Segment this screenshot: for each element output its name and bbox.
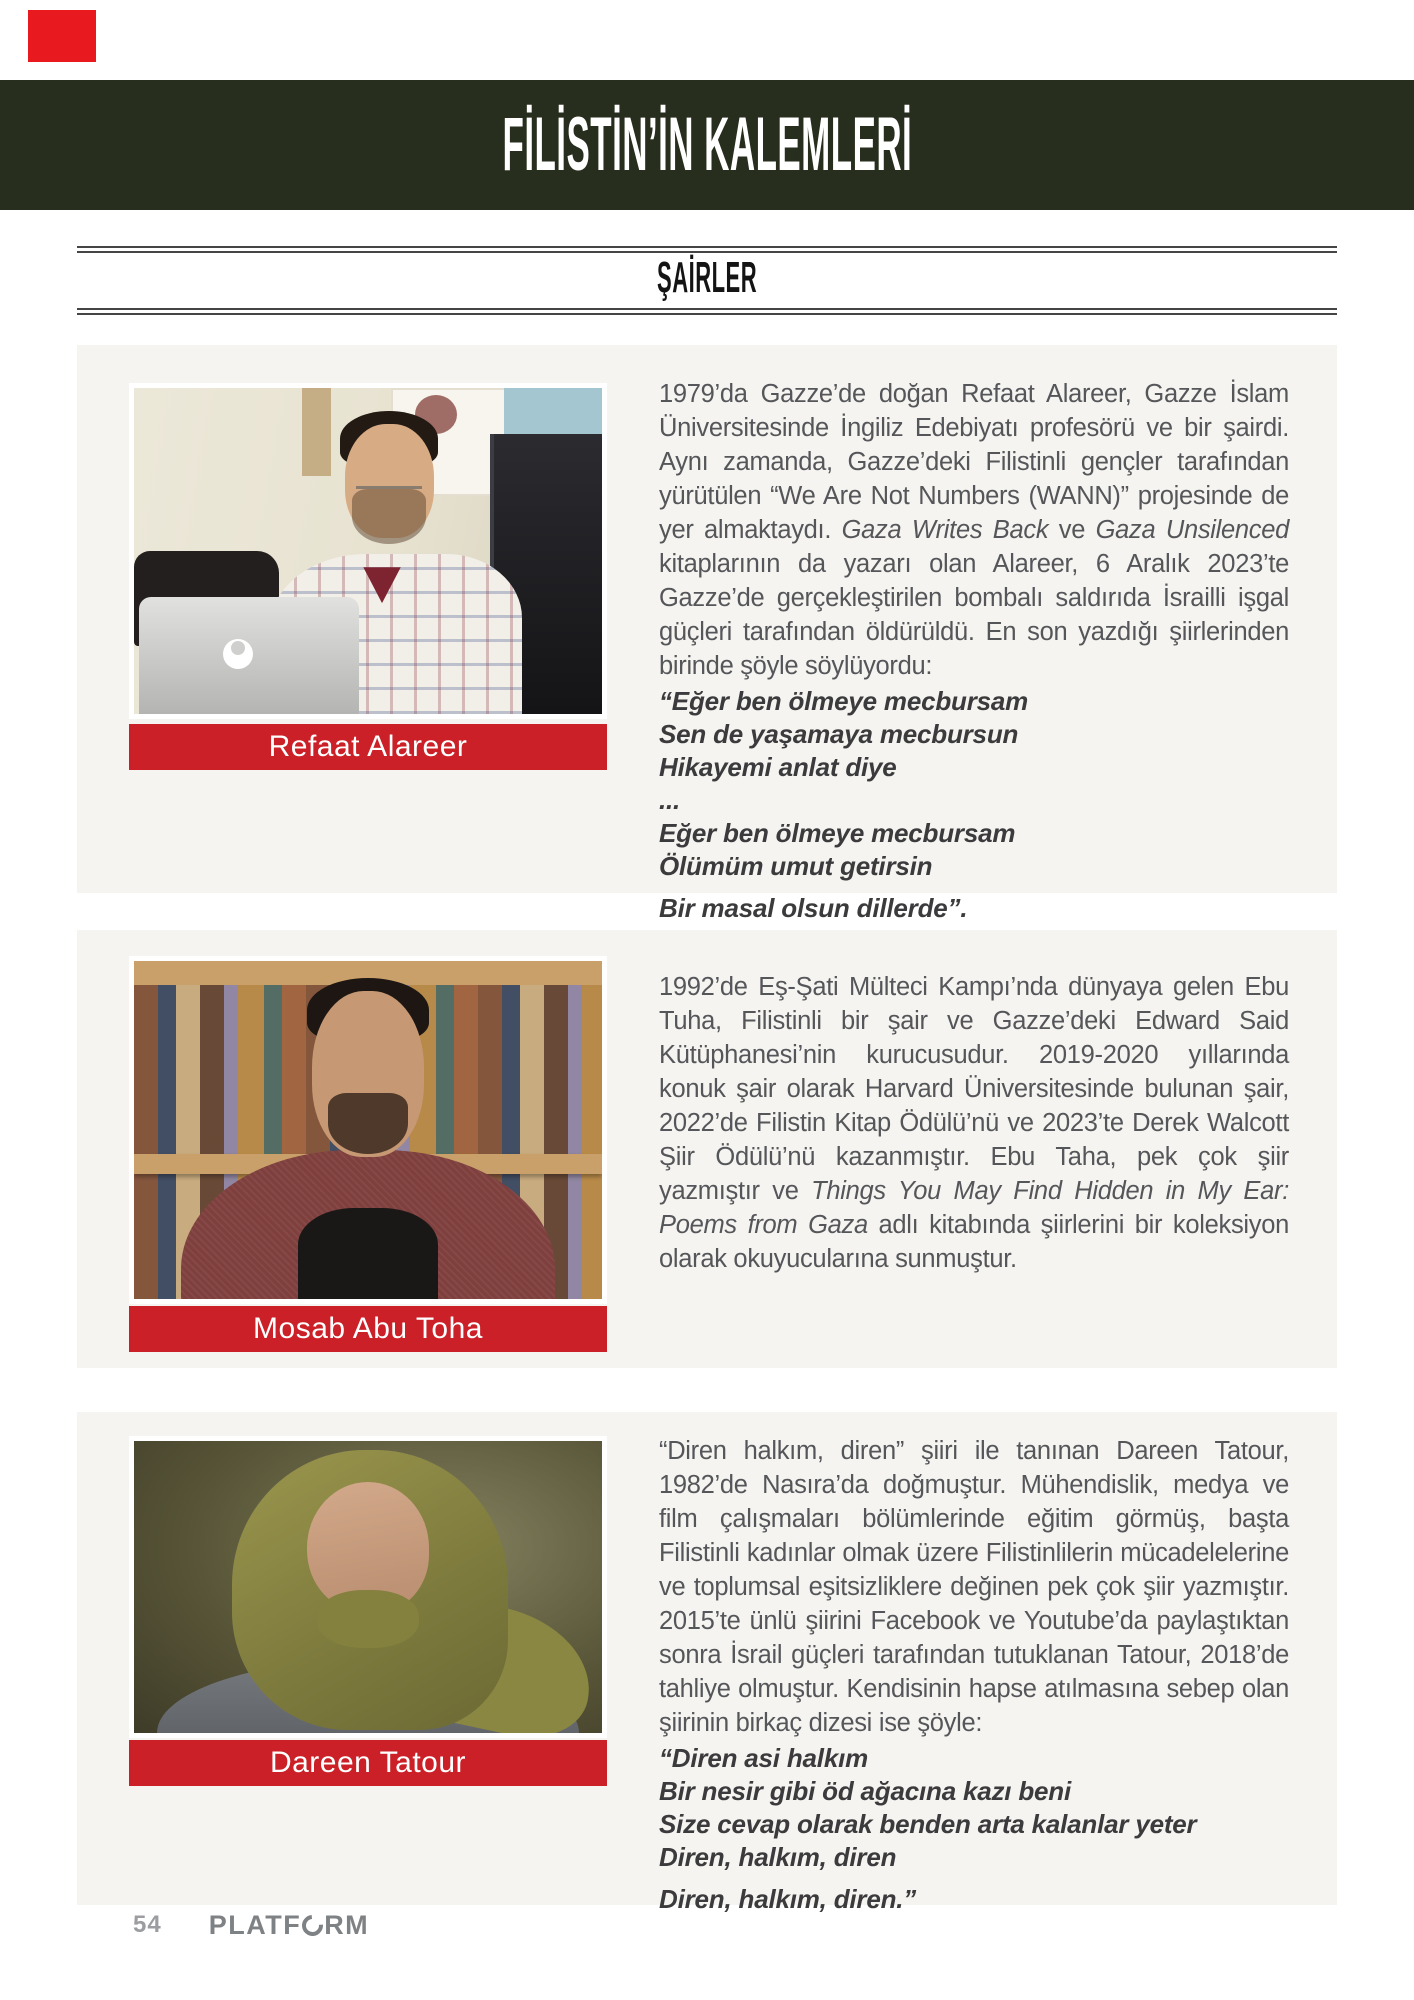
platform-logo [209, 1910, 369, 1941]
platform-o-icon [298, 1910, 328, 1940]
poem-line: Size cevap olarak benden arta kalanlar yeter [659, 1809, 1197, 1839]
photo-layer [317, 1590, 420, 1648]
corner-print-marker [28, 10, 96, 62]
poem-line: “Diren asi halkım [659, 1743, 869, 1773]
poem-line: Bir nesir gibi öd ağacına kazı beni [659, 1776, 1071, 1806]
poem-line: Sen de yaşamaya mecbursun [659, 719, 1019, 749]
refaat-alareer-photo [129, 383, 607, 719]
photo-layer [328, 1093, 408, 1154]
poem-excerpt [659, 1742, 1289, 1916]
poet-text-column [659, 1434, 1289, 1916]
poet-text-column [659, 377, 1289, 925]
photo-layer [231, 641, 245, 655]
poem-line: Bir masal olsun dillerde”. [659, 893, 968, 923]
platform-logo-text-right: RM [324, 1909, 370, 1940]
photo-layer [302, 388, 330, 476]
poem-line: “Eğer ben ölmeye mecbursam [659, 686, 1029, 716]
section-title: ŞAİRLER [656, 253, 758, 302]
poet-text-column [659, 970, 1289, 1278]
poem-line: Diren, halkım, diren [659, 1842, 897, 1872]
poem-line: Ölümüm umut getirsin [659, 851, 933, 881]
page-title: FİLİSTİN’İN KALEMLERİ [502, 102, 912, 187]
poet-name-banner: Mosab Abu Toha [129, 1306, 607, 1352]
poet-card-refaat-alareer [77, 345, 1337, 923]
poet-bio: “Diren halkım, diren” şiiri ile tanınan Dareen Tatour, 1982’de Nasıra’da doğmuştur. Mühendislik, medya ve film çalışmaları bölümlerinde eğitim görmüş, başta Filistinli kadınlar olmak üzere Filistinlilerin mücadelelerine ve toplumsal eşitsizliklere değinen pek çok şiir yazmıştır. 2015’te ünlü şiirini Facebook ve Youtube’da paylaştıktan sonra İsrail güçleri tarafından tutuklanan Tatour, 2018’de tahliye olmuştur. Kendisinin hapse atılmasına sebep olan şiirinin birkaç dizesi ise şöyle: [659, 1437, 1289, 1737]
poem-excerpt [659, 685, 1289, 925]
photo-layer [298, 1208, 438, 1299]
title-band [0, 80, 1414, 210]
poet-bio: 1992’de Eş-Şati Mülteci Kampı’nda dünyaya gelen Ebu Tuha, Filistinli bir şair ve Gazze’deki Edward Said Kütüphanesi’nin kurucusudur. 2019-2020 yıllarında konuk şair olarak Harvard Üniversitesinde bulunan şair, 2022’de Filistin Kitap Ödülü’nü ve 2023’te Derek Walcott Şiir Ödülü’nü kazanmıştır. Ebu Taha, pek çok şiir yazmıştır ve Things You May Find Hidden in My Ear: Poems from Gaza adlı kitabında şiirlerini bir koleksiyon olarak okuyucularına sunmuştur. [659, 973, 1290, 1273]
platform-logo-text-left: PLATF [208, 1909, 302, 1940]
poet-card-dareen-tatour [77, 1412, 1337, 1914]
poet-bio: 1979’da Gazze’de doğan Refaat Alareer, Gazze İslam Üniversitesinde İngiliz Edebiyatı profesörü ve bir şairdi. Aynı zamanda, Gazze’deki Filistinli gençler tarafından yürütülen “We Are Not Numbers (WANN)” projesinde de yer almaktaydı. Gaza Writes Back ve Gaza Unsilenced kitaplarının da yazarı olan Alareer, 6 Aralık 2023’te Gazze’de gerçekleştirilen bombalı saldırıda İsrailli işgal güçleri tarafından öldürüldü. En son yazdığı şiirlerinden birinde şöyle söylüyordu: [659, 380, 1290, 680]
dareen-tatour-photo [129, 1436, 607, 1738]
poet-name-banner: Dareen Tatour [129, 1740, 607, 1786]
poem-line: ... [659, 785, 681, 815]
poet-name-banner: Refaat Alareer [129, 724, 607, 770]
poem-line: Diren, halkım, diren.” [659, 1884, 917, 1914]
poem-line: Eğer ben ölmeye mecbursam [659, 818, 1016, 848]
mosab-abu-toha-photo [129, 956, 607, 1304]
poem-line: Hikayemi anlat diye [659, 752, 897, 782]
page-number: 54 [133, 1911, 162, 1938]
section-rule-bottom [77, 308, 1337, 315]
photo-layer [356, 470, 422, 489]
section-header [0, 248, 1414, 308]
page-footer [133, 1908, 369, 1942]
poet-card-mosab-abu-toha [77, 930, 1337, 1368]
